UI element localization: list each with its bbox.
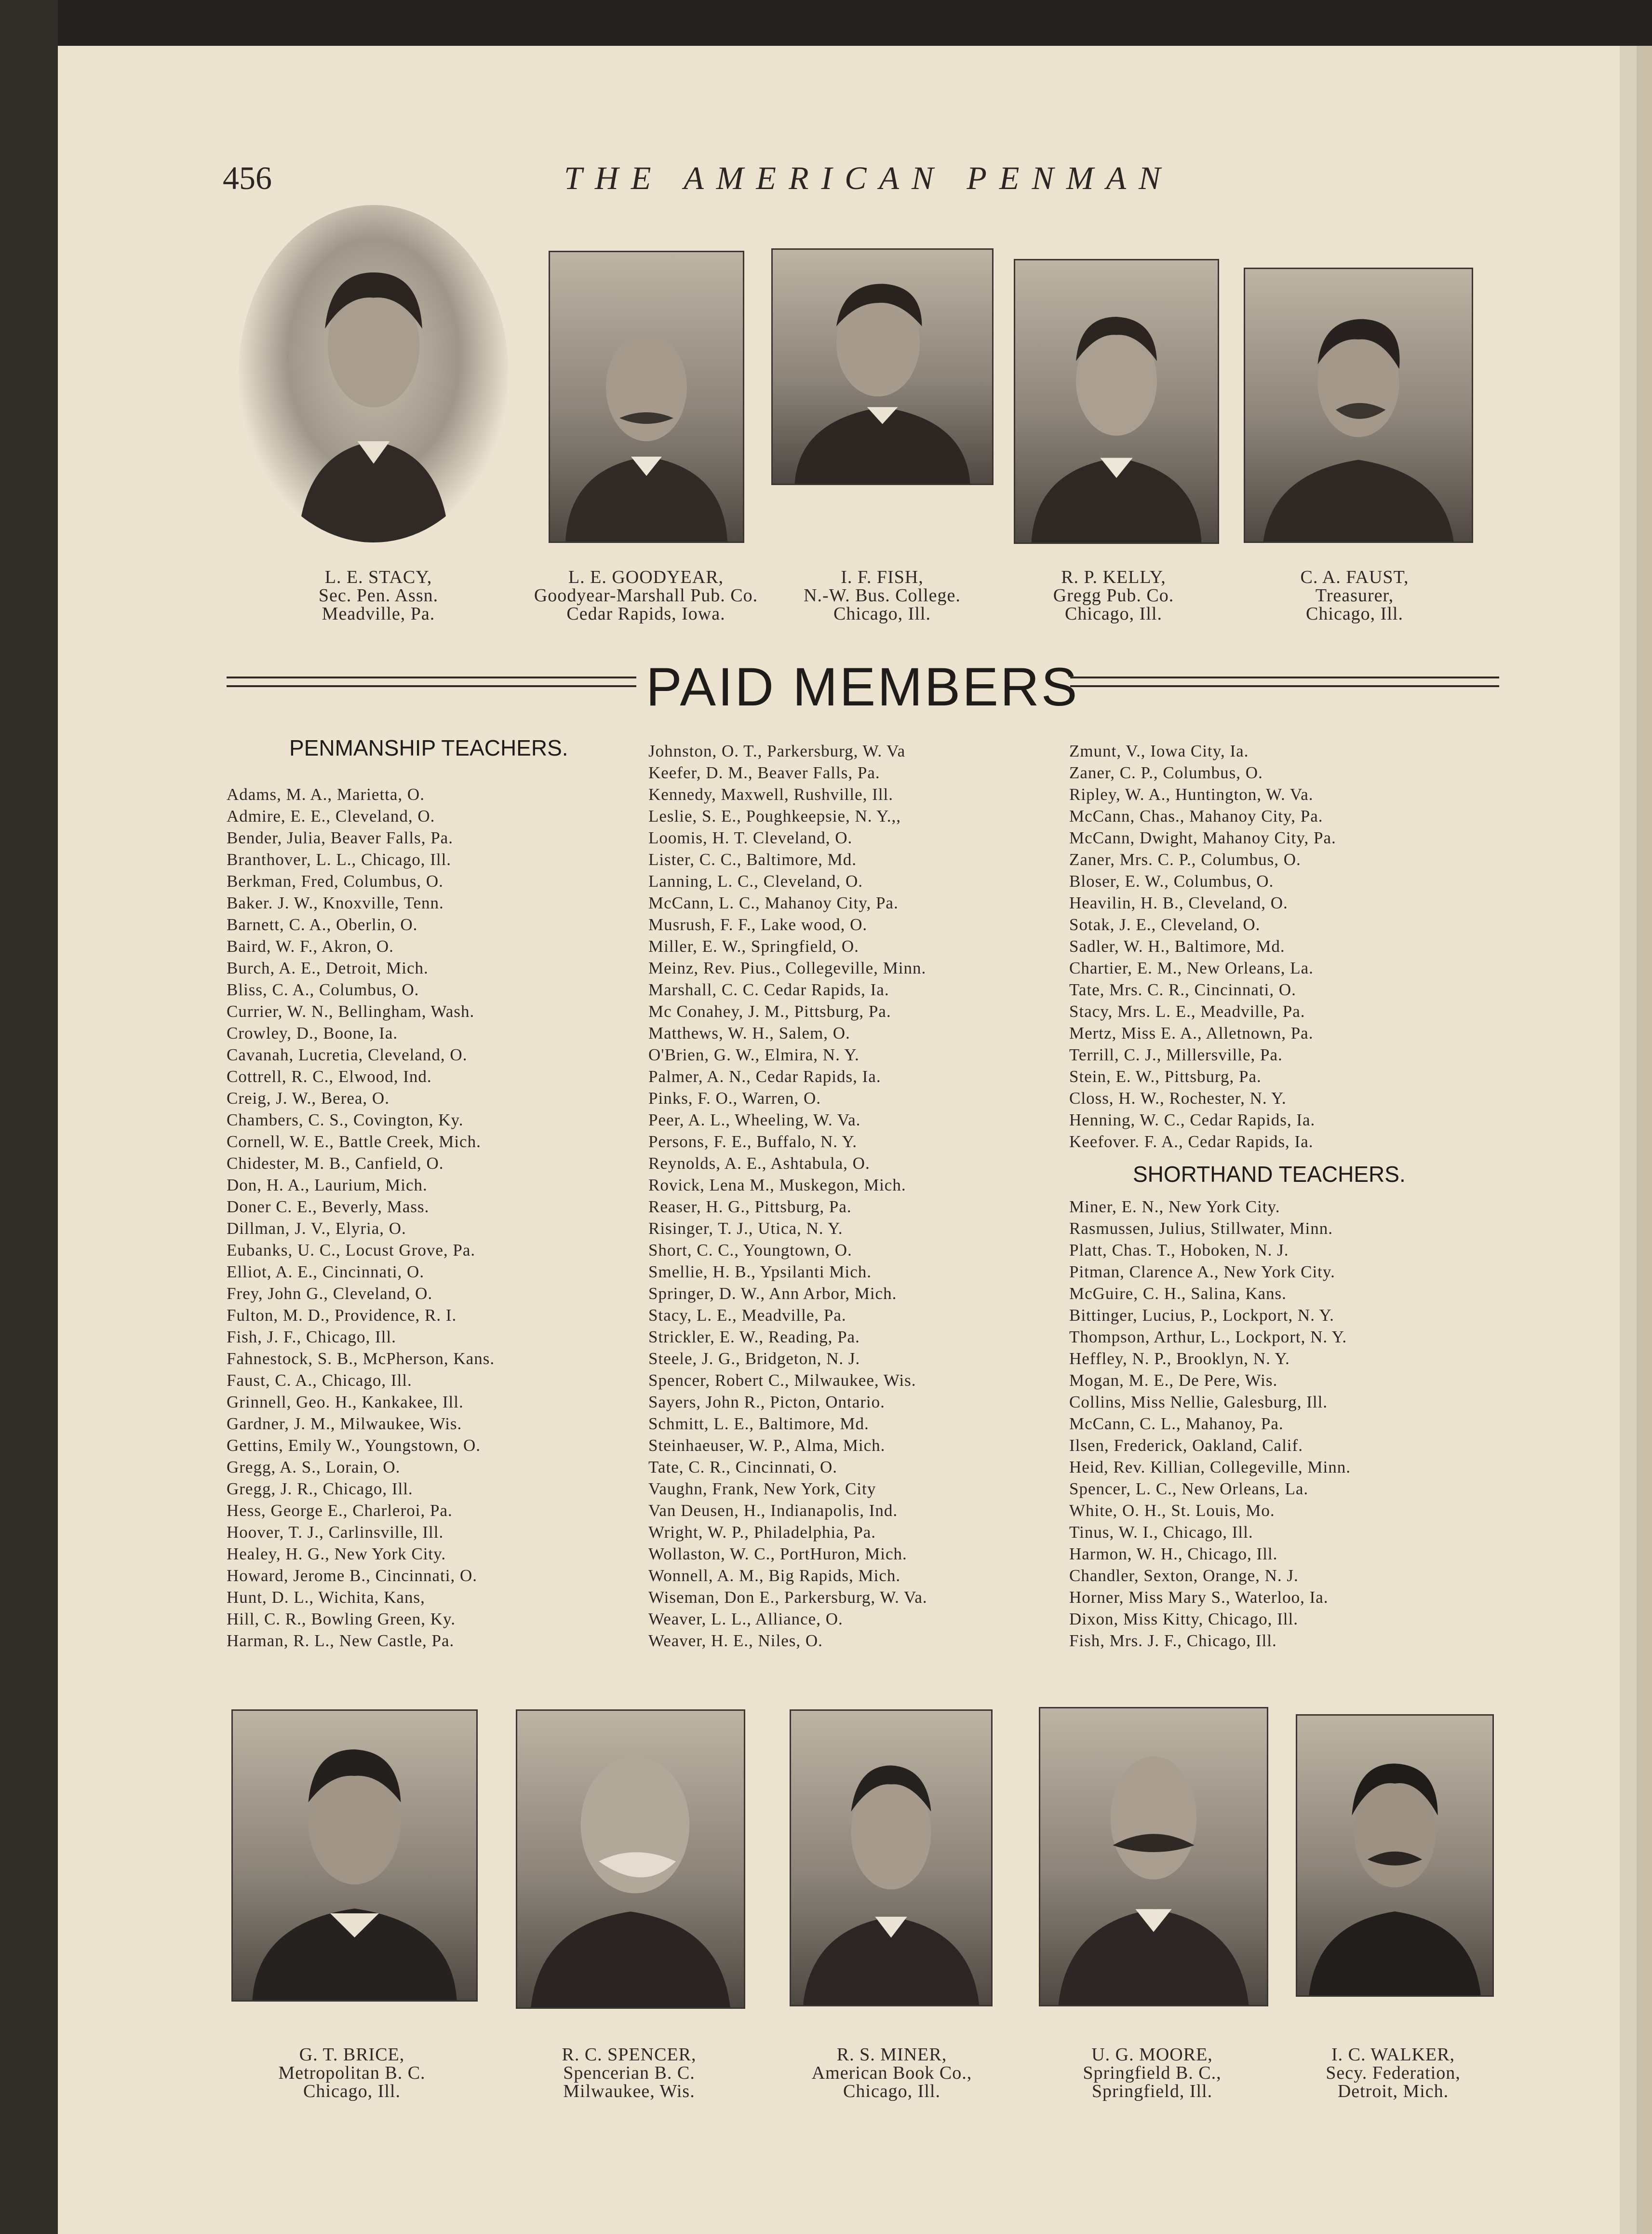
portrait-photo-moore [1039,1707,1268,2006]
member-entry: Gettins, Emily W., Youngstown, O. [227,1436,481,1455]
section-title: PAID MEMBERS [646,657,1079,717]
member-entry: Ripley, W. A., Huntington, W. Va. [1069,785,1314,804]
member-entry: Meinz, Rev. Pius., Collegeville, Minn. [648,959,927,977]
member-entry: Van Deusen, H., Indianapolis, Ind. [648,1501,898,1520]
member-entry: Burch, A. E., Detroit, Mich. [227,959,429,977]
member-entry: Heid, Rev. Killian, Collegeville, Minn. [1069,1458,1351,1476]
caption-place: Cedar Rapids, Iowa. [566,604,725,624]
page-number: 456 [223,160,272,196]
member-entry: Zaner, C. P., Columbus, O. [1069,763,1263,782]
member-entry: McGuire, C. H., Salina, Kans. [1069,1284,1287,1303]
member-entry: Chambers, C. S., Covington, Ky. [227,1110,464,1129]
running-head: THE AMERICAN PENMAN [564,160,1173,196]
caption-title: American Book Co., [811,2063,972,2083]
member-entry: Rovick, Lena M., Muskegon, Mich. [648,1176,906,1194]
member-entry: Stacy, Mrs. L. E., Meadville, Pa. [1069,1002,1305,1021]
portrait-photo-spencer [516,1709,745,2009]
member-entry: Heavilin, H. B., Cleveland, O. [1069,894,1288,912]
caption-place: Meadville, Pa. [322,604,435,624]
member-entry: Loomis, H. T. Cleveland, O. [648,828,853,847]
member-entry: Stacy, L. E., Meadville, Pa. [648,1306,846,1325]
member-entry: Wonnell, A. M., Big Rapids, Mich. [648,1566,901,1585]
member-entry: Schmitt, L. E., Baltimore, Md. [648,1414,869,1433]
member-entry: Chandler, Sexton, Orange, N. J. [1069,1566,1299,1585]
member-entry: Cornell, W. E., Battle Creek, Mich. [227,1132,481,1151]
member-entry: McCann, Chas., Mahanoy City, Pa. [1069,807,1323,826]
caption-name: U. G. MOORE, [1091,2044,1213,2065]
member-entry: Bender, Julia, Beaver Falls, Pa. [227,828,453,847]
member-entry: Platt, Chas. T., Hoboken, N. J. [1069,1241,1289,1259]
caption-name: L. E. GOODYEAR, [568,567,724,587]
caption-name: R. C. SPENCER, [562,2044,697,2065]
member-entry: Cavanah, Lucretia, Cleveland, O. [227,1045,468,1064]
member-entry: Ilsen, Frederick, Oakland, Calif. [1069,1436,1303,1455]
caption-name: R. S. MINER, [836,2044,947,2065]
caption-title: Sec. Pen. Assn. [318,585,439,606]
member-entry: Keefer, D. M., Beaver Falls, Pa. [648,763,880,782]
member-entry: Closs, H. W., Rochester, N. Y. [1069,1089,1287,1108]
member-entry: Mogan, M. E., De Pere, Wis. [1069,1371,1278,1390]
portrait-photo-goodyear [549,251,744,543]
member-entry: Don, H. A., Laurium, Mich. [227,1176,428,1194]
member-entry: Lister, C. C., Baltimore, Md. [648,850,857,869]
member-entry: Tate, C. R., Cincinnati, O. [648,1458,838,1476]
member-entry: O'Brien, G. W., Elmira, N. Y. [648,1045,860,1064]
member-entry: Peer, A. L., Wheeling, W. Va. [648,1110,861,1129]
member-entry: Creig, J. W., Berea, O. [227,1089,389,1108]
member-entry: Hill, C. R., Bowling Green, Ky. [227,1610,456,1628]
member-entry: Smellie, H. B., Ypsilanti Mich. [648,1262,872,1281]
member-entry: Spencer, Robert C., Milwaukee, Wis. [648,1371,916,1390]
member-entry: Horner, Miss Mary S., Waterloo, Ia. [1069,1588,1329,1607]
member-entry: Zmunt, V., Iowa City, Ia. [1069,742,1249,760]
member-entry: Weaver, H. E., Niles, O. [648,1631,823,1650]
member-entry: Chartier, E. M., New Orleans, La. [1069,959,1314,977]
member-entry: Bliss, C. A., Columbus, O. [227,980,419,999]
portrait-photo-fish [771,248,994,485]
title-rule-left [227,677,636,687]
member-entry: Musrush, F. F., Lake wood, O. [648,915,868,934]
member-entry: Persons, F. E., Buffalo, N. Y. [648,1132,857,1151]
caption-faust [1277,568,1432,623]
member-entry: Springer, D. W., Ann Arbor, Mich. [648,1284,897,1303]
caption-goodyear [501,568,791,623]
member-entry: Hunt, D. L., Wichita, Kans, [227,1588,425,1607]
caption-name: G. T. BRICE, [299,2044,405,2065]
caption-title: Secy. Federation, [1326,2063,1461,2083]
member-entry: Mertz, Miss E. A., Alletnown, Pa. [1069,1024,1314,1043]
member-entry: Pitman, Clarence A., New York City. [1069,1262,1335,1281]
member-entry: Branthover, L. L., Chicago, Ill. [227,850,452,869]
member-entry: White, O. H., St. Louis, Mo. [1069,1501,1275,1520]
member-entry: Dillman, J. V., Elyria, O. [227,1219,406,1238]
member-entry: Chidester, M. B., Canfield, O. [227,1154,444,1173]
penmanship-heading: PENMANSHIP TEACHERS. [289,735,568,760]
scan-border-top [0,0,1652,46]
member-entry: Doner C. E., Beverly, Mass. [227,1197,430,1216]
caption-walker [1311,2045,1475,2100]
caption-place: Milwaukee, Wis. [563,2081,695,2101]
caption-name: C. A. FAUST, [1300,567,1409,587]
caption-moore [1070,2045,1234,2100]
caption-place: Chicago, Ill. [833,604,931,624]
member-entry: Pinks, F. O., Warren, O. [648,1089,821,1108]
member-entry: Miller, E. W., Springfield, O. [648,937,859,956]
shorthand-heading: SHORTHAND TEACHERS. [1133,1162,1406,1187]
column-1-list [227,784,495,1652]
member-entry: Fahnestock, S. B., McPherson, Kans. [227,1349,495,1368]
caption-place: Chicago, Ill. [1065,604,1162,624]
member-entry: Short, C. C., Youngtown, O. [648,1241,852,1259]
member-entry: Mc Conahey, J. M., Pittsburg, Pa. [648,1002,891,1021]
member-entry: Baird, W. F., Akron, O. [227,937,394,956]
member-entry: Sadler, W. H., Baltimore, Md. [1069,937,1285,956]
title-rule-right [1070,677,1499,687]
member-entry: Harman, R. L., New Castle, Pa. [227,1631,455,1650]
caption-miner [795,2045,988,2100]
member-entry: Vaughn, Frank, New York, City [648,1479,876,1498]
member-entry: Gardner, J. M., Milwaukee, Wis. [227,1414,462,1433]
member-entry: Reynolds, A. E., Ashtabula, O. [648,1154,870,1173]
page-edge-right-shadow [1637,46,1652,2234]
member-entry: Bloser, E. W., Columbus, O. [1069,872,1274,891]
member-entry: Wiseman, Don E., Parkersburg, W. Va. [648,1588,927,1607]
member-entry: Currier, W. N., Bellingham, Wash. [227,1002,475,1021]
portrait-photo-walker [1296,1714,1494,1997]
member-entry: Spencer, L. C., New Orleans, La. [1069,1479,1309,1498]
member-entry: Gregg, J. R., Chicago, Ill. [227,1479,413,1498]
member-entry: Howard, Jerome B., Cincinnati, O. [227,1566,477,1585]
caption-place: Springfield, Ill. [1091,2081,1213,2101]
member-entry: Wright, W. P., Philadelphia, Pa. [648,1523,876,1542]
member-entry: Keefover. F. A., Cedar Rapids, Ia. [1069,1132,1314,1151]
member-entry: McCann, Dwight, Mahanoy City, Pa. [1069,828,1336,847]
caption-stacy [299,568,458,623]
member-entry: Kennedy, Maxwell, Rushville, Ill. [648,785,894,804]
column-3-shorthand-list [1069,1196,1351,1652]
caption-place: Chicago, Ill. [1306,604,1403,624]
member-entry: Palmer, A. N., Cedar Rapids, Ia. [648,1067,881,1086]
portrait-photo-brice [231,1709,478,2002]
caption-fish [781,568,983,623]
portrait-photo-stacy [239,205,509,542]
member-entry: Harmon, W. H., Chicago, Ill. [1069,1544,1278,1563]
member-entry: Steele, J. G., Bridgeton, N. J. [648,1349,860,1368]
portrait-photo-kelly [1014,259,1219,544]
member-entry: Crowley, D., Boone, Ia. [227,1024,398,1043]
member-entry: Sayers, John R., Picton, Ontario. [648,1393,885,1411]
member-entry: Lanning, L. C., Cleveland, O. [648,872,863,891]
member-entry: Marshall, C. C. Cedar Rapids, Ia. [648,980,889,999]
portrait-photo-miner [790,1709,993,2006]
member-entry: Wollaston, W. C., PortHuron, Mich. [648,1544,907,1563]
member-entry: Steinhaeuser, W. P., Alma, Mich. [648,1436,886,1455]
member-entry: Miner, E. N., New York City. [1069,1197,1280,1216]
member-entry: Collins, Miss Nellie, Galesburg, Ill. [1069,1393,1328,1411]
column-2-list [648,740,927,1652]
member-entry: Leslie, S. E., Poughkeepsie, N. Y.,, [648,807,901,826]
member-entry: Baker. J. W., Knoxville, Tenn. [227,894,444,912]
member-entry: Risinger, T. J., Utica, N. Y. [648,1219,843,1238]
member-entry: Reaser, H. G., Pittsburg, Pa. [648,1197,852,1216]
column-3-list [1069,740,1336,1152]
member-entry: Fulton, M. D., Providence, R. I. [227,1306,457,1325]
member-entry: Weaver, L. L., Alliance, O. [648,1610,843,1628]
member-entry: Tinus, W. I., Chicago, Ill. [1069,1523,1253,1542]
member-entry: Hess, George E., Charleroi, Pa. [227,1501,453,1520]
caption-title: Metropolitan B. C. [278,2063,426,2083]
member-entry: Strickler, E. W., Reading, Pa. [648,1327,860,1346]
member-entry: Cottrell, R. C., Elwood, Ind. [227,1067,432,1086]
member-entry: Grinnell, Geo. H., Kankakee, Ill. [227,1393,464,1411]
member-entry: Fish, Mrs. J. F., Chicago, Ill. [1069,1631,1277,1650]
member-entry: Stein, E. W., Pittsburg, Pa. [1069,1067,1262,1086]
member-entry: Henning, W. C., Cedar Rapids, Ia. [1069,1110,1316,1129]
member-entry: Faust, C. A., Chicago, Ill. [227,1371,412,1390]
caption-place: Detroit, Mich. [1337,2081,1449,2101]
portrait-photo-faust [1244,268,1473,543]
caption-title: Treasurer, [1315,585,1394,606]
member-entry: Sotak, J. E., Cleveland, O. [1069,915,1261,934]
member-entry: Barnett, C. A., Oberlin, O. [227,915,418,934]
member-entry: Bittinger, Lucius, P., Lockport, N. Y. [1069,1306,1334,1325]
caption-kelly [1032,568,1195,623]
member-entry: Dixon, Miss Kitty, Chicago, Ill. [1069,1610,1299,1628]
member-entry: Tate, Mrs. C. R., Cincinnati, O. [1069,980,1296,999]
caption-name: I. C. WALKER, [1331,2044,1455,2065]
caption-title: N.-W. Bus. College. [804,585,961,606]
member-entry: McCann, C. L., Mahanoy, Pa. [1069,1414,1284,1433]
member-entry: Elliot, A. E., Cincinnati, O. [227,1262,425,1281]
member-entry: Fish, J. F., Chicago, Ill. [227,1327,396,1346]
caption-place: Chicago, Ill. [303,2081,401,2101]
member-entry: Healey, H. G., New York City. [227,1544,446,1563]
member-entry: Berkman, Fred, Columbus, O. [227,872,443,891]
caption-title: Goodyear-Marshall Pub. Co. [534,585,758,606]
member-entry: Admire, E. E., Cleveland, O. [227,807,435,826]
member-entry: Heffley, N. P., Brooklyn, N. Y. [1069,1349,1290,1368]
member-entry: Matthews, W. H., Salem, O. [648,1024,850,1043]
member-entry: McCann, L. C., Mahanoy City, Pa. [648,894,899,912]
member-entry: Johnston, O. T., Parkersburg, W. Va [648,742,906,760]
caption-name: I. F. FISH, [841,567,924,587]
caption-name: L. E. STACY, [324,567,432,587]
caption-title: Gregg Pub. Co. [1053,585,1174,606]
caption-title: Spencerian B. C. [563,2063,695,2083]
member-entry: Zaner, Mrs. C. P., Columbus, O. [1069,850,1301,869]
member-entry: Hoover, T. J., Carlinsville, Ill. [227,1523,444,1542]
member-entry: Eubanks, U. C., Locust Grove, Pa. [227,1241,476,1259]
caption-title: Springfield B. C., [1083,2063,1222,2083]
member-entry: Thompson, Arthur, L., Lockport, N. Y. [1069,1327,1347,1346]
member-entry: Terrill, C. J., Millersville, Pa. [1069,1045,1283,1064]
caption-place: Chicago, Ill. [843,2081,940,2101]
member-entry: Adams, M. A., Marietta, O. [227,785,425,804]
member-entry: Gregg, A. S., Lorain, O. [227,1458,401,1476]
caption-name: R. P. KELLY, [1061,567,1166,587]
caption-spencer [545,2045,713,2100]
caption-brice [270,2045,434,2100]
member-entry: Frey, John G., Cleveland, O. [227,1284,433,1303]
scan-border-left [0,0,58,2234]
member-entry: Rasmussen, Julius, Stillwater, Minn. [1069,1219,1333,1238]
